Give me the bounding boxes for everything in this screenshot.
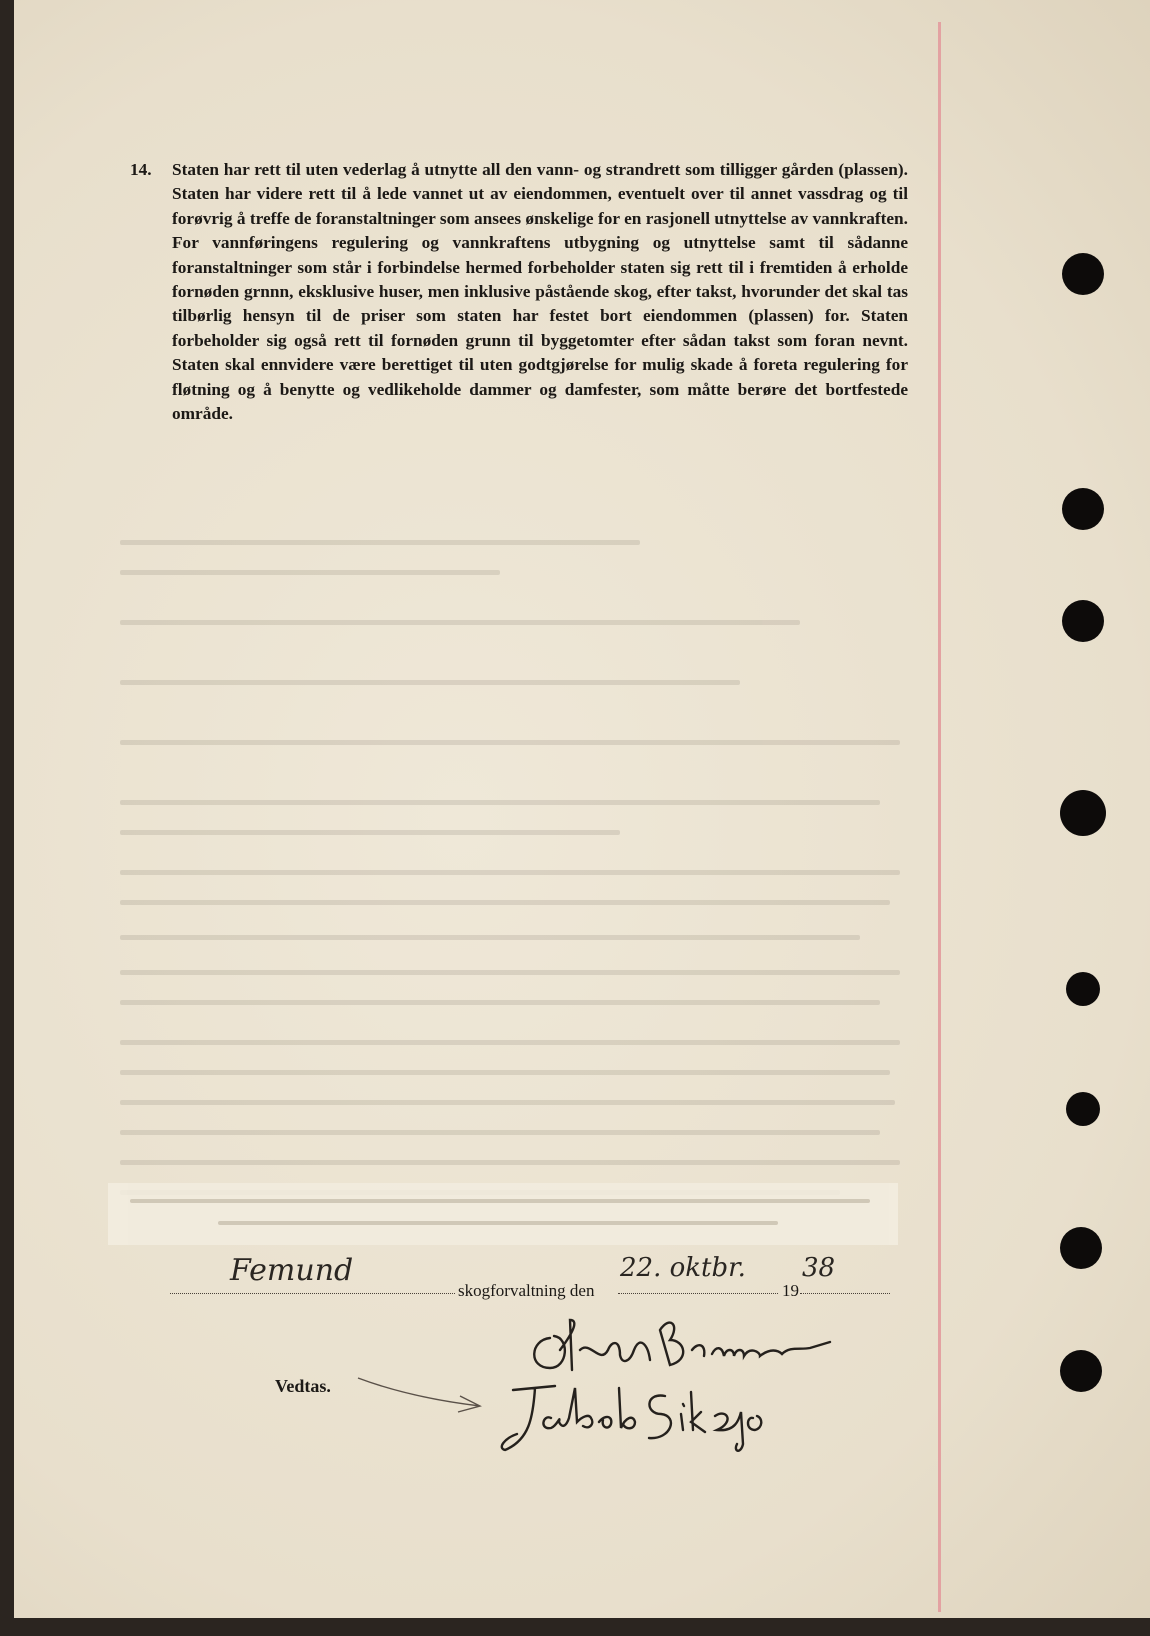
signature-line xyxy=(170,1253,900,1303)
punch-hole xyxy=(1060,1227,1102,1269)
punch-hole xyxy=(1066,1092,1100,1126)
place-dotted-line xyxy=(170,1293,455,1294)
pasted-slip xyxy=(108,1183,898,1245)
year-prefix: 19 xyxy=(782,1281,799,1300)
scan-edge-left xyxy=(0,0,14,1636)
scan-edge-bottom xyxy=(0,1618,1150,1636)
punch-hole xyxy=(1066,972,1100,1006)
arrow-stroke xyxy=(350,1370,490,1420)
clause-text: Staten har rett til uten vederlag å utnytte all den vann- og strandrett som tilligger gården (plassen). Staten har videre rett til å lede vannet ut av eiendommen, eventuelt over til annet vassdrag og til forøvrig å treffe de foranstaltninger som ansees ønskelige for en rasjonell utnyttelse av vannkraften. For vannføringens regulering og vannkraftens utbygning og utnyttelse samt til sådanne foranstaltninger som står i forbindelse hermed forbeholder staten sig rett til i fremtiden å erholde fornøden grnnn, eksklusive huser, men inklusive påstående skog, efter takst, hvorunder det skal tas tilbørlig hensyn til de priser som staten har festet bort eiendommen (plassen) for. Staten forbeholder sig også rett til fornøden grunn til byggetomter efter sådan takst som foran nevnt. Staten skal ennvidere være berettiget til uten godtgjørelse for mulig skade å foreta regulering for fløtning og å benytte og vedlikeholde dammer og damfester, som måtte berøre det bortfestede område. xyxy=(172,160,908,424)
date-handwritten: 22. oktbr. xyxy=(620,1253,746,1283)
year-dotted-line xyxy=(800,1293,890,1294)
skogforvaltning-label: skogforvaltning den xyxy=(458,1281,595,1300)
bleed-through-text xyxy=(120,540,920,1220)
year-handwritten: 38 xyxy=(802,1253,836,1283)
punch-hole xyxy=(1060,1350,1102,1392)
place-handwritten: Femund xyxy=(230,1253,354,1288)
punch-hole xyxy=(1060,790,1106,836)
signature-olav-bernum xyxy=(520,1310,860,1380)
date-dotted-line xyxy=(618,1293,778,1294)
vedtas-label: Vedtas. xyxy=(275,1376,331,1396)
punch-hole xyxy=(1062,488,1104,530)
signature-jakob-sikkjo xyxy=(495,1378,815,1458)
punch-hole xyxy=(1062,600,1104,642)
punch-hole xyxy=(1062,253,1104,295)
margin-line xyxy=(938,22,941,1612)
clause-number: 14. xyxy=(130,160,152,179)
